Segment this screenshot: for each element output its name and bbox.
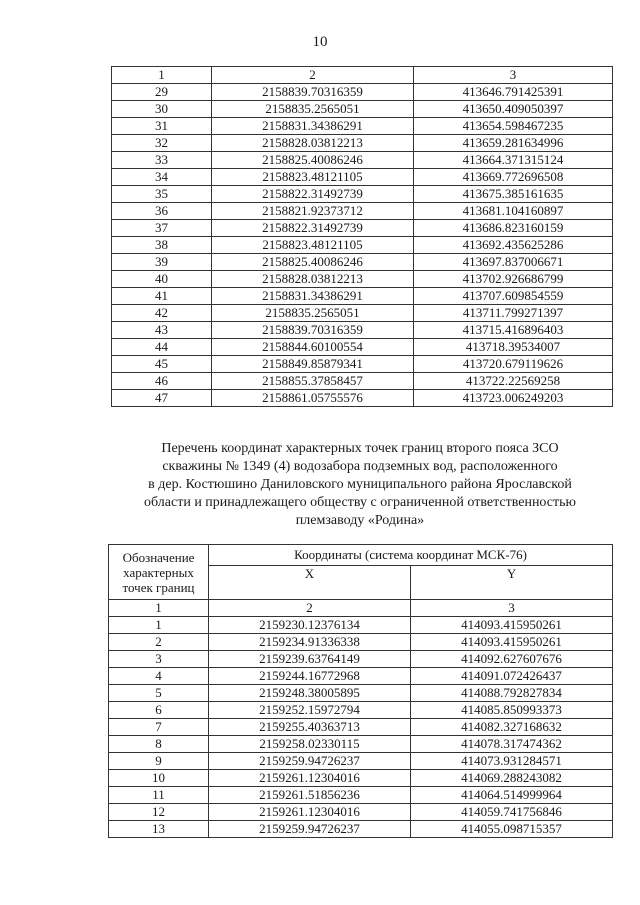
table-row <box>109 787 613 804</box>
x-coordinate-cell: 2158822.31492739 <box>212 186 414 203</box>
table-row <box>112 152 613 169</box>
y-coordinate-cell: 413654.598467235 <box>414 118 613 135</box>
x-coordinate-cell: 2159248.38005895 <box>209 685 411 702</box>
table-row <box>109 685 613 702</box>
coordinates-table-zone2 <box>108 544 613 838</box>
x-coordinate-cell: 2159239.63764149 <box>209 651 411 668</box>
point-number-cell: 45 <box>112 356 212 373</box>
table-row <box>109 617 613 634</box>
index-cell: 3 <box>414 67 613 84</box>
header-y: Y <box>411 566 613 600</box>
y-coordinate-cell: 413723.006249203 <box>414 390 613 407</box>
point-number-cell: 38 <box>112 237 212 254</box>
x-coordinate-cell: 2159255.40363713 <box>209 719 411 736</box>
point-number-cell: 12 <box>109 804 209 821</box>
point-number-cell: 8 <box>109 736 209 753</box>
point-number-cell: 42 <box>112 305 212 322</box>
y-coordinate-cell: 413681.104160897 <box>414 203 613 220</box>
x-coordinate-cell: 2159244.16772968 <box>209 668 411 685</box>
index-cell: 1 <box>109 600 209 617</box>
y-coordinate-cell: 413711.799271397 <box>414 305 613 322</box>
y-coordinate-cell: 413686.823160159 <box>414 220 613 237</box>
table-index-row <box>112 67 613 84</box>
x-coordinate-cell: 2158849.85879341 <box>212 356 414 373</box>
y-coordinate-cell: 414082.327168632 <box>411 719 613 736</box>
table-row <box>112 169 613 186</box>
y-coordinate-cell: 414064.514999964 <box>411 787 613 804</box>
table-row <box>109 668 613 685</box>
y-coordinate-cell: 414073.931284571 <box>411 753 613 770</box>
x-coordinate-cell: 2158825.40086246 <box>212 254 414 271</box>
y-coordinate-cell: 414078.317474362 <box>411 736 613 753</box>
table-row <box>112 271 613 288</box>
table-row <box>112 322 613 339</box>
x-coordinate-cell: 2158844.60100554 <box>212 339 414 356</box>
y-coordinate-cell: 414091.072426437 <box>411 668 613 685</box>
x-coordinate-cell: 2158855.37858457 <box>212 373 414 390</box>
point-number-cell: 30 <box>112 101 212 118</box>
y-coordinate-cell: 414069.288243082 <box>411 770 613 787</box>
y-coordinate-cell: 413675.385161635 <box>414 186 613 203</box>
y-coordinate-cell: 413702.926686799 <box>414 271 613 288</box>
x-coordinate-cell: 2159261.51856236 <box>209 787 411 804</box>
point-number-cell: 40 <box>112 271 212 288</box>
x-coordinate-cell: 2158839.70316359 <box>212 84 414 101</box>
caption-line: области и принадлежащего обществу с ограниченной ответственностью <box>144 495 576 510</box>
point-number-cell: 9 <box>109 753 209 770</box>
table-row <box>109 651 613 668</box>
table-row <box>112 339 613 356</box>
point-number-cell: 4 <box>109 668 209 685</box>
caption-line: скважины № 1349 (4) водозабора подземных вод, расположенного <box>162 459 558 474</box>
caption-line: племзаводу «Родина» <box>295 513 425 528</box>
table-row <box>112 237 613 254</box>
y-coordinate-cell: 414088.792827834 <box>411 685 613 702</box>
y-coordinate-cell: 413720.679119626 <box>414 356 613 373</box>
page-number: 10 <box>312 34 328 50</box>
table-row <box>109 770 613 787</box>
table-row <box>109 634 613 651</box>
point-number-cell: 35 <box>112 186 212 203</box>
point-number-cell: 3 <box>109 651 209 668</box>
y-coordinate-cell: 413692.435625286 <box>414 237 613 254</box>
point-number-cell: 5 <box>109 685 209 702</box>
x-coordinate-cell: 2158839.70316359 <box>212 322 414 339</box>
table-row <box>112 101 613 118</box>
x-coordinate-cell: 2158825.40086246 <box>212 152 414 169</box>
x-coordinate-cell: 2158822.31492739 <box>212 220 414 237</box>
point-number-cell: 1 <box>109 617 209 634</box>
point-number-cell: 41 <box>112 288 212 305</box>
point-number-cell: 2 <box>109 634 209 651</box>
header-x: X <box>209 566 411 600</box>
caption-line: в дер. Костюшино Даниловского муниципального района Ярославской <box>148 477 572 492</box>
table-index-row <box>109 600 613 617</box>
y-coordinate-cell: 414085.850993373 <box>411 702 613 719</box>
y-coordinate-cell: 414093.415950261 <box>411 634 613 651</box>
y-coordinate-cell: 413659.281634996 <box>414 135 613 152</box>
index-cell: 3 <box>411 600 613 617</box>
point-number-cell: 13 <box>109 821 209 838</box>
table-row <box>112 118 613 135</box>
coordinates-table-continued <box>111 66 613 407</box>
y-coordinate-cell: 413646.791425391 <box>414 84 613 101</box>
table-row <box>112 373 613 390</box>
x-coordinate-cell: 2158828.03812213 <box>212 271 414 288</box>
table-row <box>112 220 613 237</box>
table2-body <box>109 545 613 838</box>
x-coordinate-cell: 2159230.12376134 <box>209 617 411 634</box>
point-number-cell: 6 <box>109 702 209 719</box>
point-number-cell: 34 <box>112 169 212 186</box>
x-coordinate-cell: 2158835.2565051 <box>212 101 414 118</box>
header-label-line: точек границ <box>122 579 195 595</box>
x-coordinate-cell: 2158823.48121105 <box>212 169 414 186</box>
x-coordinate-cell: 2158823.48121105 <box>212 237 414 254</box>
x-coordinate-cell: 2158828.03812213 <box>212 135 414 152</box>
x-coordinate-cell: 2158861.05755576 <box>212 390 414 407</box>
index-cell: 2 <box>209 600 411 617</box>
x-coordinate-cell: 2158831.34386291 <box>212 118 414 135</box>
y-coordinate-cell: 413697.837006671 <box>414 254 613 271</box>
y-coordinate-cell: 413650.409050397 <box>414 101 613 118</box>
table-row <box>109 719 613 736</box>
point-number-cell: 10 <box>109 770 209 787</box>
header-point-label <box>109 545 209 600</box>
table-row <box>112 305 613 322</box>
table-row <box>112 254 613 271</box>
y-coordinate-cell: 413669.772696508 <box>414 169 613 186</box>
index-cell: 1 <box>112 67 212 84</box>
point-number-cell: 46 <box>112 373 212 390</box>
point-number-cell: 47 <box>112 390 212 407</box>
x-coordinate-cell: 2159261.12304016 <box>209 804 411 821</box>
table-row <box>112 135 613 152</box>
point-number-cell: 33 <box>112 152 212 169</box>
y-coordinate-cell: 413722.22569258 <box>414 373 613 390</box>
caption-line: Перечень координат характерных точек границ второго пояса ЗСО <box>161 441 559 456</box>
y-coordinate-cell: 413707.609854559 <box>414 288 613 305</box>
point-number-cell: 43 <box>112 322 212 339</box>
point-number-cell: 36 <box>112 203 212 220</box>
y-coordinate-cell: 414093.415950261 <box>411 617 613 634</box>
table-caption <box>100 440 620 530</box>
table-row <box>112 203 613 220</box>
y-coordinate-cell: 413664.371315124 <box>414 152 613 169</box>
header-coordinates: Координаты (система координат МСК-76) <box>209 545 613 566</box>
point-number-cell: 11 <box>109 787 209 804</box>
point-number-cell: 39 <box>112 254 212 271</box>
x-coordinate-cell: 2159258.02330115 <box>209 736 411 753</box>
point-number-cell: 31 <box>112 118 212 135</box>
point-number-cell: 29 <box>112 84 212 101</box>
table-row <box>109 736 613 753</box>
x-coordinate-cell: 2158835.2565051 <box>212 305 414 322</box>
y-coordinate-cell: 414059.741756846 <box>411 804 613 821</box>
y-coordinate-cell: 414055.098715357 <box>411 821 613 838</box>
header-label-line: Обозначение <box>122 549 195 565</box>
y-coordinate-cell: 413715.416896403 <box>414 322 613 339</box>
x-coordinate-cell: 2159259.94726237 <box>209 821 411 838</box>
point-number-cell: 44 <box>112 339 212 356</box>
table-row <box>112 288 613 305</box>
point-number-cell: 7 <box>109 719 209 736</box>
x-coordinate-cell: 2159259.94726237 <box>209 753 411 770</box>
x-coordinate-cell: 2159261.12304016 <box>209 770 411 787</box>
x-coordinate-cell: 2158821.92373712 <box>212 203 414 220</box>
table-row <box>109 702 613 719</box>
table-row <box>112 186 613 203</box>
point-number-cell: 32 <box>112 135 212 152</box>
y-coordinate-cell: 413718.39534007 <box>414 339 613 356</box>
table-row <box>112 390 613 407</box>
table-row <box>112 84 613 101</box>
index-cell: 2 <box>212 67 414 84</box>
table-row <box>109 804 613 821</box>
y-coordinate-cell: 414092.627607676 <box>411 651 613 668</box>
table1-body <box>112 67 613 407</box>
x-coordinate-cell: 2159234.91336338 <box>209 634 411 651</box>
header-label-line: характерных <box>123 564 194 580</box>
table-row <box>112 356 613 373</box>
table-row <box>109 753 613 770</box>
x-coordinate-cell: 2159252.15972794 <box>209 702 411 719</box>
x-coordinate-cell: 2158831.34386291 <box>212 288 414 305</box>
table-row <box>109 821 613 838</box>
point-number-cell: 37 <box>112 220 212 237</box>
